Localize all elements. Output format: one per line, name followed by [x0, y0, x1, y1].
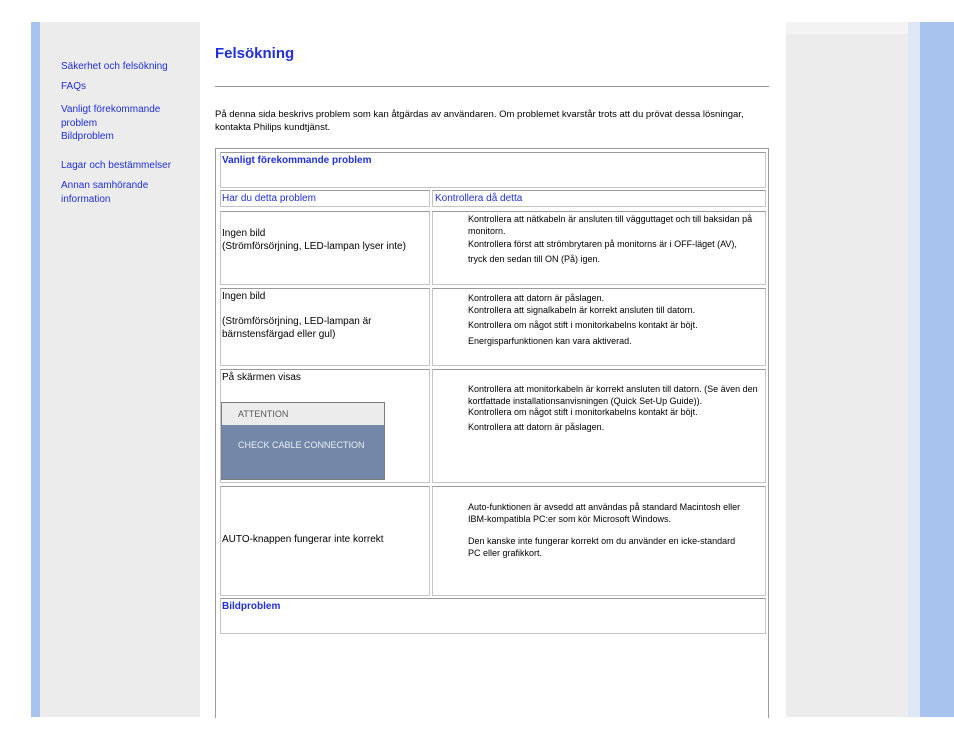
check-item: Kontrollera att datorn är påslagen. — [468, 293, 605, 303]
osd-message: CHECK CABLE CONNECTION — [222, 425, 384, 479]
nav-link-related-info[interactable]: Annan samhörande information — [61, 180, 149, 205]
check-item: Kontrollera om något stift i monitorkabelns kontakt är böjt. — [468, 407, 698, 417]
problem-text: AUTO-knappen fungerar inte korrekt — [222, 534, 384, 545]
check-item: Kontrollera att nätkabeln är ansluten till vägguttaget och till baksidan på monitorn. — [468, 214, 753, 236]
check-item: Kontrollera först att strömbrytaren på monitorns är i OFF-läget (AV), tryck den sedan till ON (På) igen. — [468, 239, 737, 264]
problem-text — [222, 227, 422, 253]
nav-link-safety[interactable]: Säkerhet och felsökning — [61, 61, 168, 72]
problem-text: På skärmen visas — [222, 372, 301, 383]
osd-attention-screenshot — [221, 402, 385, 480]
sidebar-nav — [61, 60, 186, 206]
nav-link-regulations[interactable]: Lagar och bestämmelser — [61, 159, 172, 171]
check-item: Den kanske inte fungerar korrekt om du använder en icke-standard PC eller grafikkort. — [468, 536, 736, 558]
section-heading-common: Vanligt förekommande problem — [222, 155, 372, 166]
check-item: Kontrollera att datorn är påslagen. — [468, 421, 605, 432]
check-text — [468, 384, 758, 433]
check-text — [468, 502, 748, 559]
section-heading-image: Bildproblem — [222, 601, 281, 612]
check-text — [468, 293, 758, 347]
check-item: Kontrollera att signalkabeln är korrekt ansluten till datorn. — [468, 304, 696, 315]
left-blue-strip — [31, 22, 40, 717]
right-panel — [786, 22, 908, 717]
check-text — [468, 214, 758, 267]
column-header-problem: Har du detta problem — [222, 193, 316, 204]
check-item: Energisparfunktionen kan vara aktiverad. — [468, 335, 632, 346]
check-item: Auto-funktionen är avsedd att användas på standard Macintosh eller IBM-kompatibla PC:er som kör Microsoft Windows. — [468, 502, 741, 524]
problem-line: Ingen bild — [222, 291, 266, 302]
right-panel-top — [786, 22, 908, 34]
right-light-strip — [908, 22, 920, 717]
problem-line: (Strömförsörjning, LED-lampan är bärnstensfärgad eller gul) — [222, 316, 372, 340]
problem-line: (Strömförsörjning, LED-lampan lyser inte) — [222, 241, 406, 252]
intro-text: På denna sida beskrivs problem som kan åtgärdas av användaren. Om problemet kvarstår trots att du prövat dessa lösningar, kontakta Philips kundtjänst. — [215, 109, 744, 133]
nav-link-image-problems[interactable]: Bildproblem — [61, 131, 114, 142]
problem-text — [222, 290, 422, 341]
check-item: Kontrollera om något stift i monitorkabelns kontakt är böjt. — [468, 320, 698, 330]
title-divider — [215, 86, 769, 87]
osd-header: ATTENTION — [222, 403, 384, 425]
section-cell-image — [220, 598, 766, 634]
column-header-check: Kontrollera då detta — [435, 193, 523, 204]
check-item: Kontrollera att monitorkabeln är korrekt ansluten till datorn. (Se även den kortfattade installationsanvisningen (Quick Set-Up Guide)). — [468, 384, 758, 406]
page-title: Felsökning — [215, 45, 295, 62]
problem-line: Ingen bild — [222, 228, 266, 239]
right-blue-strip — [920, 22, 954, 717]
nav-link-faqs[interactable]: FAQs — [61, 80, 87, 92]
nav-link-common-problems[interactable]: Vanligt förekommande problem — [61, 104, 161, 129]
